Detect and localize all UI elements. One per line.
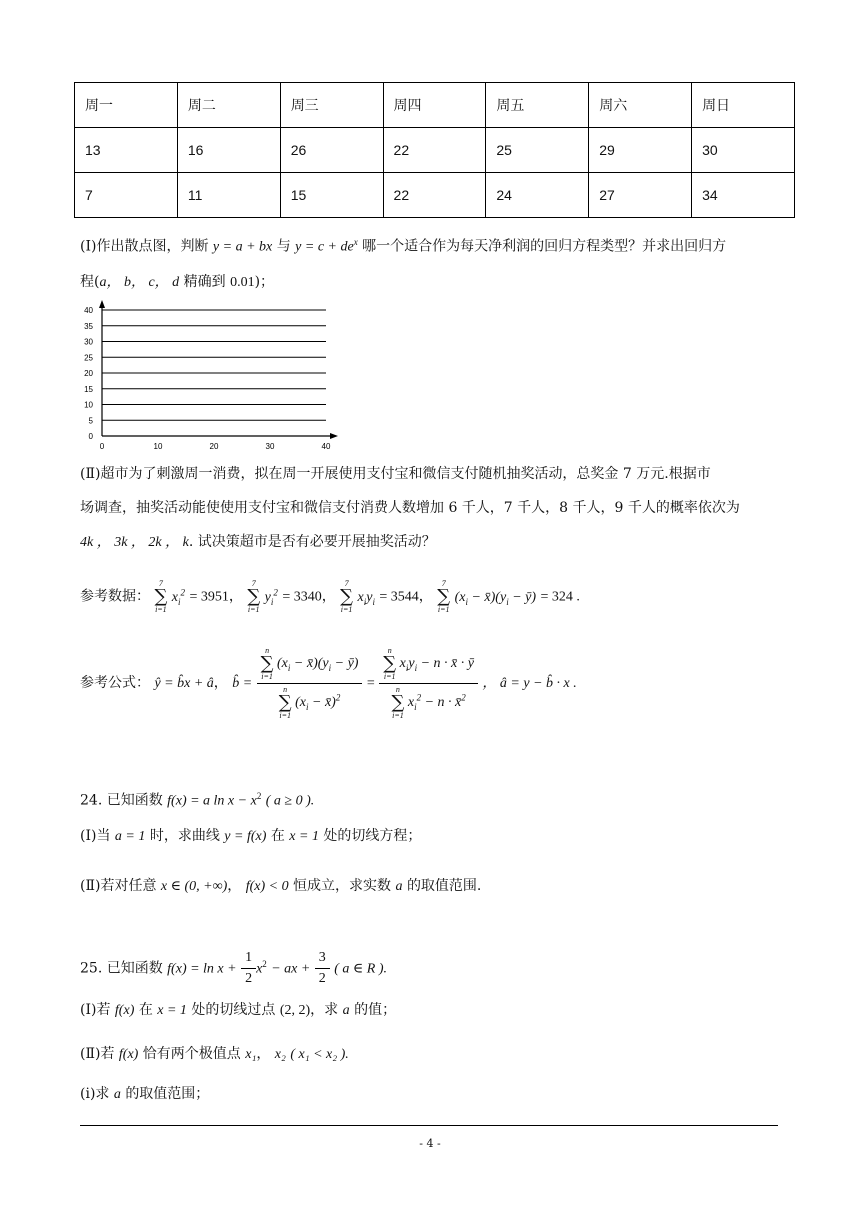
y-axis-arrow (99, 300, 105, 308)
q2-probs: 4k ， 3k ， 2k ， k (80, 535, 189, 550)
y-tick-label: 0 (88, 432, 93, 441)
p25-text: (ⅰ)求 (80, 1086, 110, 1102)
bhat-frac-2: n ∑ i=1 $x_iy_i - n$ · x̄ · ȳ n ∑ i=1 $x_i^2 - n$ · x̄$^2$ (379, 647, 478, 720)
ref-sum-xy: = 3544， (379, 589, 433, 605)
p24-part1 (80, 826, 421, 847)
p24-text: 处的切线方程； (323, 828, 422, 844)
ref-sum-x2: = 3951， (189, 589, 243, 605)
p24-var: a (395, 879, 403, 894)
p24-text: 的取值范围. (406, 878, 482, 894)
x-tick-labels (100, 442, 331, 451)
table-cell: 7 (75, 173, 178, 218)
regression-eq: ŷ = b̂x + â (154, 676, 214, 691)
table-cell: 30 (692, 128, 795, 173)
p25-text: 恰有两个极值点 (142, 1046, 241, 1062)
exp-model: y = c + de (295, 239, 354, 255)
p24-curve: y = f(x) (224, 829, 267, 844)
p24-text: 恒成立，求实数 (293, 878, 392, 894)
p25-part1 (80, 1000, 396, 1021)
y-tick-label: 30 (84, 337, 93, 347)
p24-ineq: f(x) < 0 (245, 879, 289, 894)
table-header-row (75, 83, 795, 128)
sum-symbol: 7 ∑ i=1 (437, 578, 451, 614)
ref-formula-line: 参考公式： ŷ = b̂x + â， b̂ = n ∑ i=1 ($x_i$ − $x̄)(y_i$ − ȳ) n ∑ i=1 ($x_i$ − x̄)$^2$ = n ∑ i=1 $x_iy_i - n$ · x̄ · ȳ n ∑ i=1 $x_i^2 - n$ · x̄$^2$ ， â = y − b̂ · x . (80, 645, 577, 720)
table-cell: 26 (280, 128, 383, 173)
p24-title-text: 24. 已知函数 (80, 792, 163, 809)
p25-order: ( x₁ < x₂ ). (290, 1047, 349, 1062)
ref-sum-y2: = 3340， (282, 589, 336, 605)
p25-x2: x₂ (274, 1047, 286, 1062)
table-cell: 周四 (383, 83, 486, 128)
q2-text: (Ⅱ)超市为了刺激周一消费，拟在周一开展使用支付宝和微信支付随机抽奖活动，总奖金 7 万元.根据市 (80, 466, 711, 482)
p25-title: 25. 已知函数 f(x) = ln x + $\frac{1}{2}$ $x^2$ − ax + $\frac{3}{2}$ ( a ∈ R ). (80, 950, 387, 987)
p25-text: ，求 (310, 1002, 339, 1018)
y-tick-labels (84, 306, 93, 441)
p25-text: 的取值范围； (125, 1086, 210, 1102)
q1-text: 程( (80, 274, 100, 290)
profit-table (74, 82, 795, 218)
footer-rule (80, 1125, 778, 1126)
q2-line2 (80, 498, 740, 518)
q1-text: )； (254, 274, 275, 290)
table-cell: 25 (486, 128, 589, 173)
p25-text: 处的切线过点 (191, 1002, 276, 1018)
p25-text: (Ⅱ)若 (80, 1046, 115, 1062)
p25-f: f(x) (114, 1003, 135, 1018)
p25-x1: x₁ (245, 1047, 257, 1062)
p25-title-text: 25. 已知函数 (80, 960, 163, 977)
table-cell: 29 (589, 128, 692, 173)
table-cell: 周一 (75, 83, 178, 128)
table-cell: 周二 (177, 83, 280, 128)
x-tick-label: 40 (321, 442, 331, 451)
q1-line2 (80, 272, 274, 293)
table-cell: 15 (280, 173, 383, 218)
table-cell: 16 (177, 128, 280, 173)
p25-part2 (80, 1044, 349, 1065)
table-cell: 22 (383, 173, 486, 218)
scatter-grid (76, 298, 346, 458)
table-cell: 周日 (692, 83, 795, 128)
p25-text: 的值； (354, 1002, 397, 1018)
grid-lines (102, 310, 326, 420)
sum-symbol: 7 ∑ i=1 (154, 578, 168, 614)
ref-sum-cov: = 324 . (540, 589, 580, 605)
p25-part2-i (80, 1084, 209, 1105)
q2-text: 场调查，抽奖活动能使使用支付宝和微信支付消费人数增加 6 千人，7 千人，8 千人，9 千人的概率依次为 (80, 500, 740, 516)
ahat-eq: ， â = y − b̂ · x . (482, 676, 577, 691)
p25-text: 在 (138, 1002, 153, 1018)
p24-text: 时，求曲线 (149, 828, 220, 844)
bhat-frac-1: n ∑ i=1 ($x_i$ − $x̄)(y_i$ − ȳ) n ∑ i=1 ($x_i$ − x̄)$^2$ (257, 647, 363, 720)
y-tick-label: 15 (84, 384, 93, 394)
p24-domain: x ∈ (0, +∞) (160, 879, 228, 894)
table-row (75, 173, 795, 218)
x-axis-arrow (330, 433, 338, 439)
p24-text: (Ⅱ)若对任意 (80, 878, 157, 894)
p24-text: (Ⅰ)当 (80, 828, 111, 844)
p24-title: 24. 已知函数 f(x) = a $\ln x - x^2$ ( a ≥ 0 ). (80, 791, 315, 809)
q1-text: 精确到 (183, 274, 226, 290)
p24-text: 在 (270, 828, 285, 844)
x-tick-label: 0 (99, 442, 105, 451)
table-cell: 13 (75, 128, 178, 173)
x-tick-label: 10 (153, 442, 163, 451)
y-tick-label: 25 (84, 353, 93, 363)
y-tick-label: 20 (84, 369, 93, 378)
linear-model: y = a + bx (212, 239, 273, 255)
frac-three-halves: $\frac{3}{2}$ (315, 950, 330, 987)
frac-half: $\frac{1}{2}$ (241, 950, 256, 987)
q1-conj: 与 (276, 238, 291, 255)
p25-func-a: f(x) = ln x + (167, 961, 237, 977)
y-tick-label: 5 (88, 416, 93, 426)
q2-text: . 试决策超市是否有必要开展抽奖活动？ (188, 534, 436, 550)
p24-point: x = 1 (289, 829, 319, 844)
p25-text: ， (256, 1046, 271, 1062)
table-row (75, 128, 795, 173)
p25-func-c: − ax + (271, 961, 311, 977)
table-cell: 22 (383, 128, 486, 173)
sum-symbol: 7 ∑ i=1 (340, 578, 354, 614)
p24-cond-a: a = 1 (114, 829, 146, 844)
q1-line1 (80, 232, 726, 258)
p24-text: ， (227, 878, 242, 894)
p25-var: a (342, 1003, 350, 1018)
y-tick-label: 35 (84, 321, 93, 331)
bhat-label: b̂ = (232, 676, 253, 691)
ref-formula-label: 参考公式： (80, 675, 150, 691)
y-tick-label: 10 (84, 400, 93, 410)
p25-point-x: x = 1 (157, 1003, 187, 1018)
p25-text: (Ⅰ)若 (80, 1002, 111, 1018)
page-number: - 4 - (419, 1137, 441, 1150)
p25-func-b: x (256, 961, 263, 977)
y-tick-label: 40 (84, 306, 93, 315)
q1-text: 哪一个适合作为每天净利润的回归方程类型？并求出回归方 (362, 238, 727, 255)
table-cell: 34 (692, 173, 795, 218)
table-cell: 周五 (486, 83, 589, 128)
p24-cond: ( a ≥ 0 ). (265, 793, 315, 809)
q1-precision: 0.01 (230, 275, 255, 290)
x-tick-label: 20 (209, 442, 219, 451)
sum-symbol: 7 ∑ i=1 (247, 578, 261, 614)
x-tick-label: 30 (265, 442, 275, 451)
ref-data-line: 参考数据： 7 ∑ i=1 $x_i^2 = 3951$， 7 ∑ i=1 $y_i^2 = 3340$， 7 ∑ i=1 $x_iy_i = 3544$， 7 ∑ i=1 ($x_i$ − $x̄)(y_i$ − ȳ) = 324 . (80, 578, 580, 614)
table-cell: 11 (177, 173, 280, 218)
q1-text: (Ⅰ)作出散点图，判断 (80, 238, 209, 255)
p25-point: (2, 2) (279, 1003, 311, 1018)
table-cell: 24 (486, 173, 589, 218)
table-cell: 周六 (589, 83, 692, 128)
exp-model-sup: x (353, 237, 358, 247)
q2-line1 (80, 464, 711, 484)
p24-func: f(x) = a ln x − x (167, 793, 257, 809)
ref-data-label: 参考数据： (80, 588, 150, 605)
p25-f: f(x) (118, 1047, 139, 1062)
q1-vars: a， b， c， d (99, 275, 180, 290)
table-cell: 周三 (280, 83, 383, 128)
p24-part2 (80, 876, 481, 897)
p25-cond: ( a ∈ R ). (334, 961, 387, 977)
table-cell: 27 (589, 173, 692, 218)
q2-line3 (80, 532, 436, 553)
p25-var: a (113, 1087, 121, 1102)
